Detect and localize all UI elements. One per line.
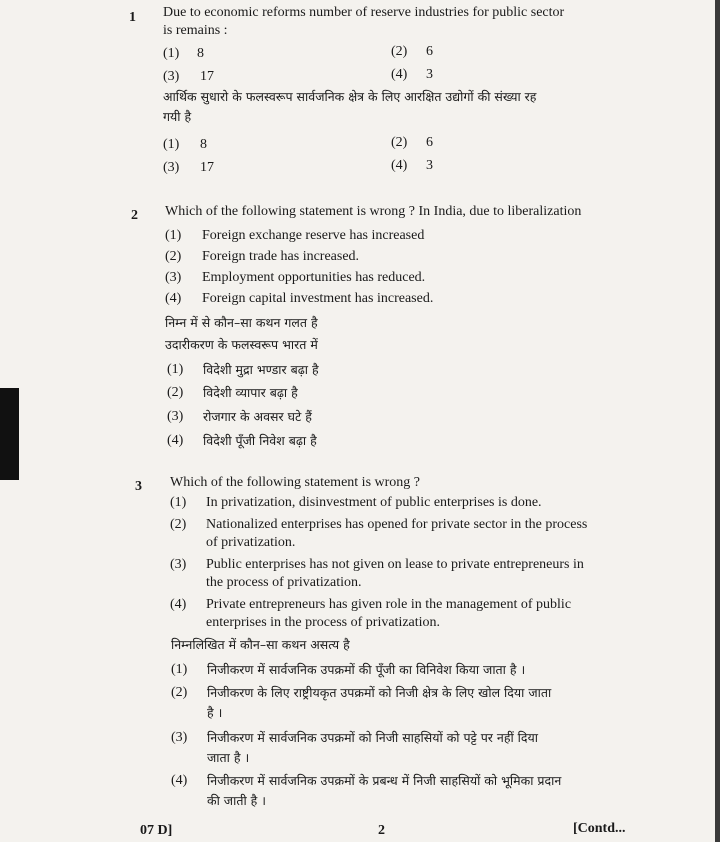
q1-hi-option-text: 6 xyxy=(426,135,433,150)
scan-edge xyxy=(715,0,720,842)
q2-en-option-num: (2) xyxy=(165,249,182,264)
q3-hi-option-text: की जाती है । xyxy=(207,793,267,808)
q3-hi-option-text: जाता है । xyxy=(207,750,250,765)
question-1-hi-line: आर्थिक सुधारो के फलस्वरूप सार्वजनिक क्षेत्र के लिए आरक्षित उद्योगों की संख्या रह xyxy=(163,89,537,104)
q1-en-option-num: (4) xyxy=(391,67,408,82)
q2-hi-option-text: विदेशी पूँजी निवेश बढ़ा है xyxy=(203,433,317,448)
q3-en-option-text: Private entrepreneurs has given role in the management of public xyxy=(206,597,572,612)
q3-en-option-text: Nationalized enterprises has opened for private sector in the process xyxy=(206,517,588,532)
q2-hi-option-text: विदेशी व्यापार बढ़ा है xyxy=(203,385,298,400)
q2-en-option-num: (4) xyxy=(165,291,182,306)
q1-en-option-text: 3 xyxy=(426,67,433,82)
q1-hi-option-text: 17 xyxy=(200,160,214,175)
q1-hi-option-num: (2) xyxy=(391,135,408,150)
question-2-number: 2 xyxy=(131,208,138,223)
continued-note: [Contd... xyxy=(573,821,626,836)
q2-hi-option-text: रोजगार के अवसर घटे हैं xyxy=(203,409,312,424)
q2-hi-option-num: (1) xyxy=(167,362,184,377)
q3-hi-option-text: निजीकरण के लिए राष्ट्रीयकृत उपक्रमों को निजी क्षेत्र के लिए खोल दिया जाता xyxy=(207,685,552,700)
q3-en-option-num: (4) xyxy=(170,597,187,612)
q3-en-option-text: enterprises in the process of privatization. xyxy=(206,615,441,630)
q3-hi-option-num: (4) xyxy=(171,773,188,788)
q1-en-option-num: (3) xyxy=(163,69,180,84)
q2-hi-option-text: विदेशी मुद्रा भण्डार बढ़ा है xyxy=(203,362,319,377)
q2-en-option-num: (3) xyxy=(165,270,182,285)
q3-hi-option-text: निजीकरण में सार्वजनिक उपक्रमों को निजी साहसियों को पट्टे पर नहीं दिया xyxy=(207,730,539,745)
q3-hi-option-num: (3) xyxy=(171,730,188,745)
q3-hi-option-text: निजीकरण में सार्वजनिक उपक्रमों के प्रबन्ध में निजी साहसियों को भूमिका प्रदान xyxy=(207,773,562,788)
q2-en-option-text: Employment opportunities has reduced. xyxy=(202,270,426,285)
scan-mark xyxy=(0,388,19,480)
page-number: 2 xyxy=(378,823,385,838)
q2-en-option-num: (1) xyxy=(165,228,182,243)
question-3-en-line: Which of the following statement is wrong ? xyxy=(170,475,420,490)
q2-en-option-text: Foreign trade has increased. xyxy=(202,249,360,264)
question-1-en-line: Due to economic reforms number of reserve industries for public sector xyxy=(163,5,565,20)
q3-en-option-text: In privatization, disinvestment of public enterprises is done. xyxy=(206,495,542,510)
question-1-en-line: is remains : xyxy=(163,23,228,38)
q1-en-option-text: 17 xyxy=(200,69,214,84)
q1-hi-option-num: (3) xyxy=(163,160,180,175)
q1-hi-option-num: (4) xyxy=(391,158,408,173)
q1-en-option-num: (1) xyxy=(163,46,180,61)
q3-en-option-text: the process of privatization. xyxy=(206,575,362,590)
q1-en-option-num: (2) xyxy=(391,44,408,59)
question-1-number: 1 xyxy=(129,10,136,25)
q1-en-option-text: 8 xyxy=(197,46,204,61)
q1-en-option-text: 6 xyxy=(426,44,433,59)
q3-hi-option-num: (1) xyxy=(171,662,188,677)
question-3-number: 3 xyxy=(135,479,142,494)
q1-hi-option-text: 8 xyxy=(200,137,207,152)
q1-hi-option-text: 3 xyxy=(426,158,433,173)
q2-en-option-text: Foreign capital investment has increased. xyxy=(202,291,434,306)
q2-hi-option-num: (3) xyxy=(167,409,184,424)
q3-hi-option-text: निजीकरण में सार्वजनिक उपक्रमों की पूँजी का विनिवेश किया जाता है । xyxy=(207,662,526,677)
q3-en-option-text: of privatization. xyxy=(206,535,296,550)
question-3-hi-line: निम्नलिखित में कौन–सा कथन असत्य है xyxy=(171,637,350,652)
q2-hi-option-num: (4) xyxy=(167,433,184,448)
question-2-en-line: Which of the following statement is wrong ? In India, due to liberalization xyxy=(165,204,582,219)
question-1-hi-line: गयी है xyxy=(163,109,192,124)
q2-en-option-text: Foreign exchange reserve has increased xyxy=(202,228,425,243)
q1-hi-option-num: (1) xyxy=(163,137,180,152)
q3-en-option-text: Public enterprises has not given on lease to private entrepreneurs in xyxy=(206,557,584,572)
q2-hi-option-num: (2) xyxy=(167,385,184,400)
question-2-hi-line: उदारीकरण के फलस्वरूप भारत में xyxy=(165,337,318,352)
q3-en-option-num: (1) xyxy=(170,495,187,510)
footer-code: 07 D] xyxy=(140,823,173,838)
question-2-hi-line: निम्न में से कौन–सा कथन गलत है xyxy=(165,315,318,330)
q3-hi-option-text: है । xyxy=(207,705,223,720)
q3-en-option-num: (3) xyxy=(170,557,187,572)
q3-hi-option-num: (2) xyxy=(171,685,188,700)
q3-en-option-num: (2) xyxy=(170,517,187,532)
